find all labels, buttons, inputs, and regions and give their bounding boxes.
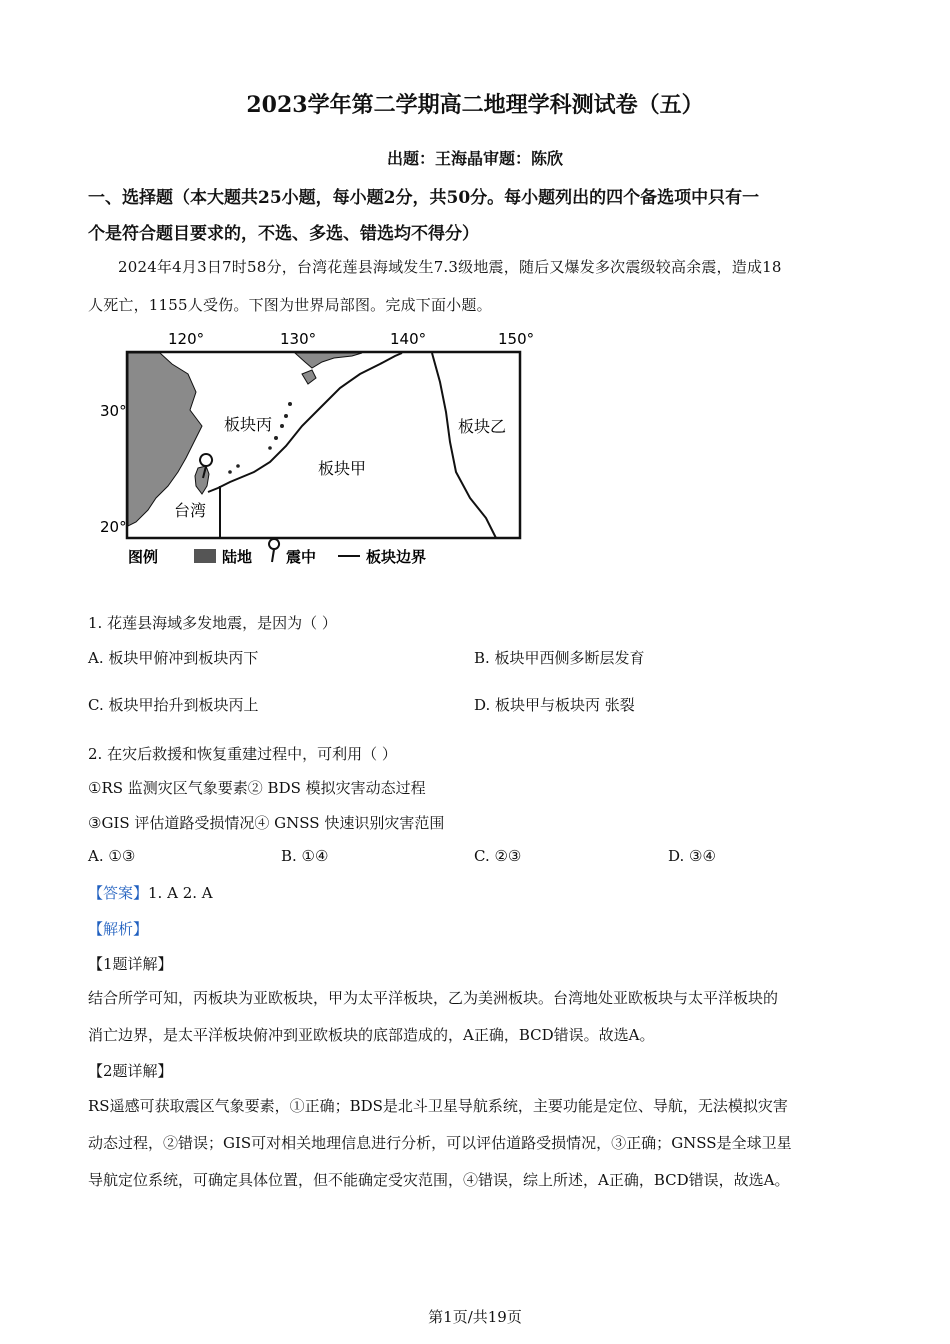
plate-bing-label: 板块丙 — [224, 415, 273, 434]
lon-label-150: 150° — [498, 330, 535, 348]
q2-item-line1: ①RS 监测灾区气象要素② BDS 模拟灾害动态过程 — [88, 779, 426, 797]
q2-item-line2: ③GIS 评估道路受损情况④ GNSS 快速识别灾害范围 — [88, 814, 445, 832]
boundary-jia-yi — [432, 353, 496, 538]
detail-1-line2: 消亡边界，是太平洋板块俯冲到亚欧板块的底部造成的，A正确，BCD错误。故选A。 — [88, 1026, 655, 1044]
section-heading-line1: 一、选择题（本大题共25小题，每小题2分，共50分。每小题列出的四个备选项中只有一 — [88, 188, 760, 208]
q1-option-c: C. 板块甲抬升到板块丙上 — [88, 696, 259, 714]
plate-yi-label: 板块乙 — [458, 417, 507, 436]
legend-epicenter-icon — [269, 539, 279, 562]
q1-stem: 1. 花莲县海域多发地震，是因为（ ） — [88, 614, 337, 632]
legend-epicenter-label: 震中 — [286, 548, 317, 566]
detail-2-line1: RS遥感可获取震区气象要素，①正确；BDS是北斗卫星导航系统，主要功能是定位、导航，无法模拟灾害 — [88, 1097, 788, 1115]
detail-1-title: 【1题详解】 — [88, 955, 173, 973]
lon-label-120: 120° — [168, 330, 205, 348]
kyushu-land — [302, 370, 316, 384]
legend-boundary-label: 板块边界 — [366, 548, 427, 566]
plate-jia-label: 板块甲 — [318, 459, 367, 478]
q1-option-b: B. 板块甲西侧多断层发育 — [474, 649, 645, 667]
legend-land-label: 陆地 — [222, 548, 253, 566]
page-footer: 第1页/共19页 — [428, 1308, 522, 1326]
taiwan-island — [195, 466, 209, 494]
legend-land-swatch — [194, 549, 216, 563]
detail-2-line3: 导航定位系统，可确定具体位置，但不能确定受灾范围，④错误，综上所述，A正确，BCD错误，故选A。 — [88, 1171, 790, 1189]
lat-label-30: 30° — [100, 402, 127, 420]
lat-label-20: 20° — [100, 518, 127, 536]
answer-label: 【答案】 — [88, 884, 149, 902]
plate-map-figure — [90, 322, 555, 577]
q2-option-d: D. ③④ — [668, 847, 716, 865]
detail-1-line1: 结合所学可知，丙板块为亚欧板块，甲为太平洋板块，乙为美洲板块。台湾地处亚欧板块与太平洋板块的 — [88, 989, 779, 1007]
lon-label-140: 140° — [390, 330, 427, 348]
detail-2-title: 【2题详解】 — [88, 1062, 173, 1080]
ryukyu-islands — [228, 402, 292, 474]
japan-land — [295, 353, 362, 368]
intro-line2: 人死亡，1155人受伤。下图为世界局部图。完成下面小题。 — [88, 296, 492, 314]
q1-option-a: A. 板块甲俯冲到板块丙下 — [88, 649, 259, 667]
legend-title: 图例 — [128, 548, 159, 566]
q2-stem: 2. 在灾后救援和恢复重建过程中，可利用（ ） — [88, 745, 397, 763]
intro-line1: 2024年4月3日7时58分，台湾花莲县海域发生7.3级地震，随后又爆发多次震级较高余震，造成18 — [118, 258, 782, 276]
q2-option-a: A. ①③ — [88, 847, 136, 865]
q2-option-b: B. ①④ — [281, 847, 329, 865]
q2-option-c: C. ②③ — [474, 847, 522, 865]
authors-line: 出题：王海晶审题：陈欣 — [386, 149, 563, 168]
lon-label-130: 130° — [280, 330, 317, 348]
detail-2-line2: 动态过程，②错误；GIS可对相关地理信息进行分析，可以评估道路受损情况，③正确；GNSS是全球卫星 — [88, 1134, 792, 1152]
answer-text: 1. A 2. A — [148, 884, 213, 902]
section-heading-line2: 个是符合题目要求的，不选、多选、错选均不得分） — [88, 224, 479, 244]
taiwan-label: 台湾 — [174, 501, 207, 520]
q1-option-d: D. 板块甲与板块丙 张裂 — [474, 696, 635, 714]
page-title: 2023学年第二学期高二地理学科测试卷（五） — [246, 92, 704, 118]
analysis-label: 【解析】 — [88, 920, 149, 938]
answer-line — [88, 882, 213, 903]
